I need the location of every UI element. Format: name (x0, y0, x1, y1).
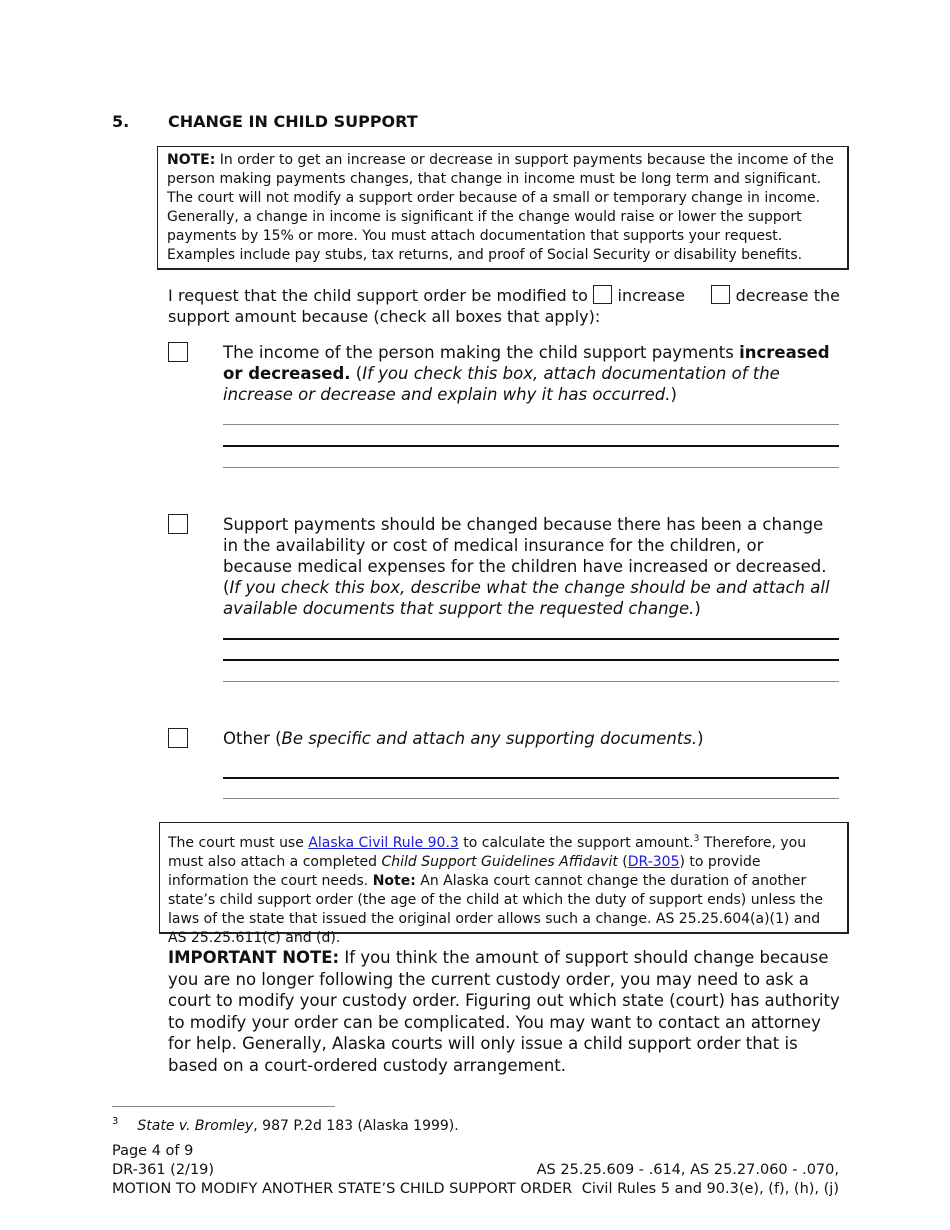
income-answer-line-2[interactable] (223, 445, 839, 447)
income-change-open: ( (350, 364, 363, 383)
income-change-close: ) (670, 385, 677, 404)
civil-rule-90-3-link[interactable]: Alaska Civil Rule 90.3 (308, 835, 459, 851)
form-id: DR-361 (2/19) (112, 1162, 215, 1178)
other-plain: Other ( (223, 729, 282, 748)
medical-change-checkbox[interactable] (168, 514, 188, 534)
other-close: ) (697, 729, 704, 748)
other-checkbox[interactable] (168, 728, 188, 748)
footnote-number: 3 (112, 1116, 119, 1127)
info-note-label: Note: (372, 873, 416, 889)
medical-change-close: ) (694, 599, 701, 618)
info-text-6: An Alaska court cannot change the duration of another state’s child support order (the age of the child at which the duty of support ends) unless the laws of the state that issued the original order allows such a change. AS 25.25.604(a)(1) and AS 25.25.611(c) and (d). (168, 873, 823, 946)
income-change-bold: increased or decreased. (223, 343, 830, 383)
income-change-plain: The income of the person making the child support payments (223, 343, 740, 362)
note-label: NOTE: (167, 152, 216, 168)
increase-checkbox[interactable] (593, 285, 612, 304)
income-change-instruction: If you check this box, attach documentation of the increase or decrease and explain why it has occurred. (223, 364, 780, 404)
decrease-checkbox[interactable] (711, 285, 730, 304)
page-number: Page 4 of 9 (112, 1143, 194, 1159)
medical-change-text (223, 514, 835, 619)
info-text-3: Therefore, you must also attach a completed (168, 835, 807, 870)
footnote (112, 1116, 459, 1134)
medical-change-instruction: If you check this box, describe what the change should be and attach all available documents that support the requested change. (223, 578, 830, 618)
income-answer-line-1[interactable] (223, 424, 839, 425)
section-number: 5. (112, 112, 130, 131)
footnote-citation: , 987 P.2d 183 (Alaska 1999). (253, 1118, 459, 1134)
civil-rule-info-box (159, 822, 849, 946)
income-change-text (223, 342, 835, 405)
other-text (223, 728, 835, 749)
footnote-ref: 3 (693, 834, 700, 844)
other-instruction: Be specific and attach any supporting documents. (281, 729, 698, 748)
note-box (157, 146, 849, 270)
medical-answer-line-1[interactable] (223, 638, 839, 640)
other-answer-line-2[interactable] (223, 798, 839, 799)
info-text-4: ( (617, 854, 628, 870)
request-text-1: I request that the child support order be modified to (168, 286, 594, 305)
info-text-2: to calculate the support amount. (458, 835, 694, 851)
section-title: CHANGE IN CHILD SUPPORT (168, 112, 418, 131)
info-text-5: ) to provide information the court needs. (168, 854, 761, 889)
affidavit-title: Child Support Guidelines Affidavit (381, 854, 618, 870)
income-change-checkbox[interactable] (168, 342, 188, 362)
footnote-separator (112, 1106, 335, 1107)
request-text-2: the support amount because (check all boxes that apply): (168, 286, 841, 326)
important-note-text: If you think the amount of support should change because you are no longer following the current custody order, you may need to ask a court to modify your custody order. Figuring out which state (court) has authority to modify your order can be complicated. You may want to contact an attorney for help. Generally, Alaska courts will only issue a child support order that is based on a court-ordered custody arrangement. (168, 948, 840, 1075)
request-sentence (168, 285, 840, 327)
civil-rules: Civil Rules 5 and 90.3(e), (f), (h), (j) (581, 1181, 839, 1197)
medical-answer-line-3[interactable] (223, 681, 839, 682)
medical-change-plain: Support payments should be changed because there has been a change in the availability or cost of medical insurance for the children, or because medical expenses for the children have increased or decreased. ( (223, 515, 827, 597)
note-text: In order to get an increase or decrease in support payments because the income of the person making payments changes, that change in income must be long term and significant. The court will not modify a support order because of a small or temporary change in income. Generally, a change in income is significant if the change would raise or lower the support payments by 15% or more. You must attach documentation that supports your request. Examples include pay stubs, tax returns, and proof of Social Security or disability benefits. (167, 152, 834, 263)
medical-answer-line-2[interactable] (223, 659, 839, 661)
increase-label: increase (617, 286, 685, 305)
statutes: AS 25.25.609 - .614, AS 25.27.060 - .070, (536, 1162, 839, 1178)
decrease-label: decrease (735, 286, 809, 305)
important-note-label: IMPORTANT NOTE: (168, 948, 340, 967)
form-title: MOTION TO MODIFY ANOTHER STATE’S CHILD SUPPORT ORDER (112, 1181, 573, 1197)
income-answer-line-3[interactable] (223, 467, 839, 468)
dr-305-link[interactable]: DR-305 (627, 854, 680, 870)
other-answer-line-1[interactable] (223, 777, 839, 779)
info-text-1: The court must use (168, 835, 309, 851)
important-note (168, 947, 840, 1076)
footnote-case: State v. Bromley (137, 1118, 254, 1134)
